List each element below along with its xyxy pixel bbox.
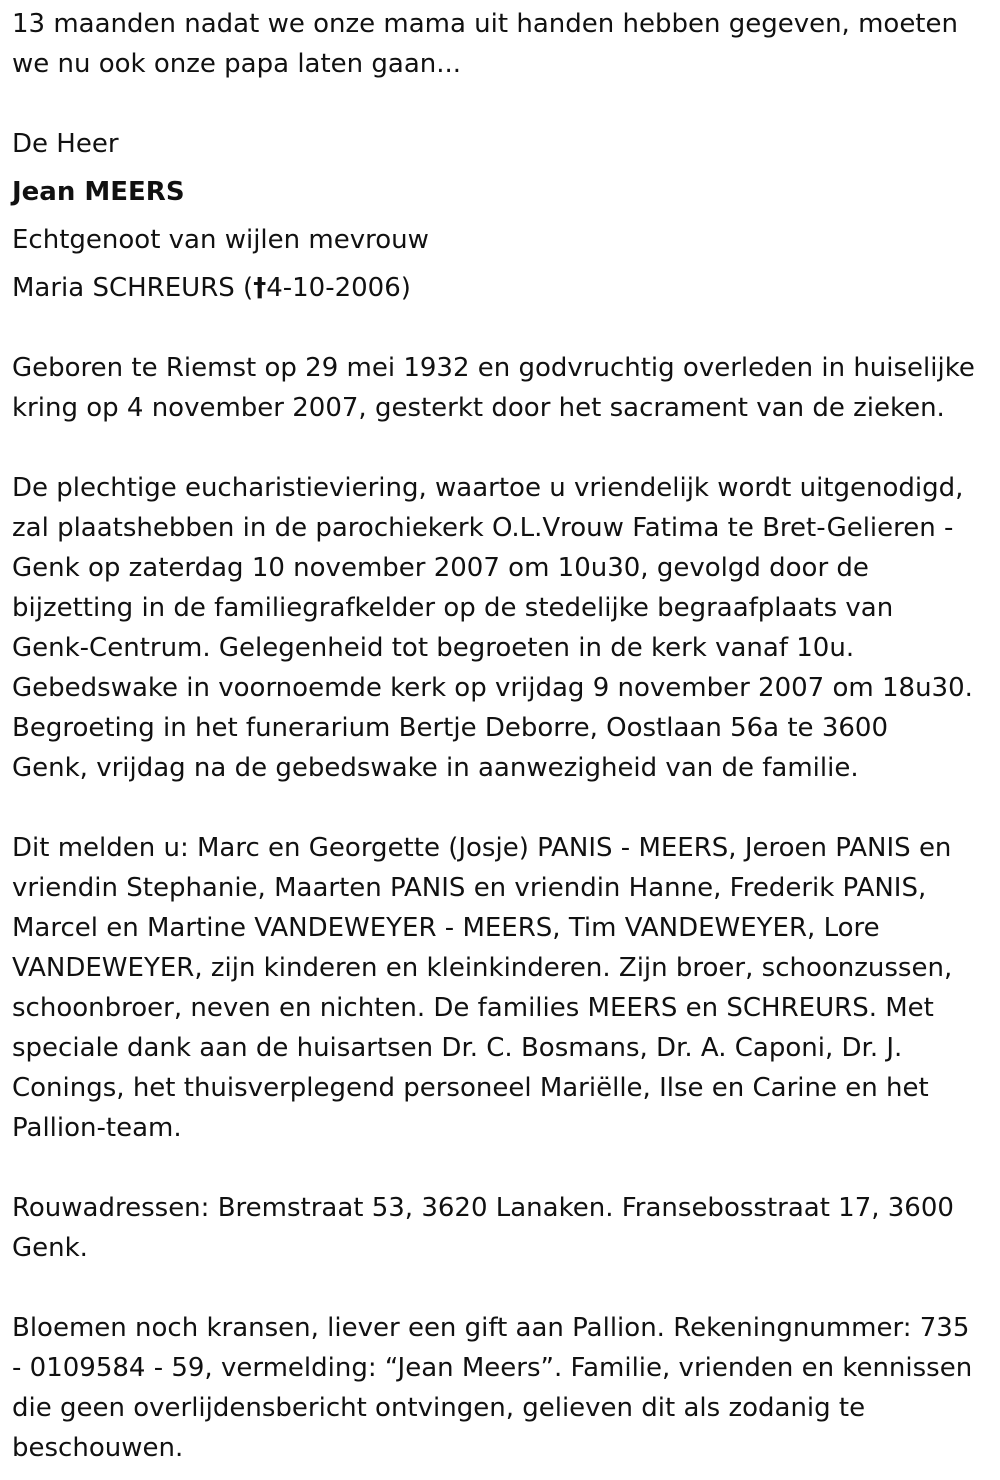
birth-paragraph: [12, 348, 988, 428]
text-line: die geen overlijdensbericht ontvingen, gelieven dit als zodanig te: [12, 1393, 866, 1423]
text-line: vriendin Stephanie, Maarten PANIS en vriendin Hanne, Frederik PANIS,: [12, 873, 927, 903]
obituary-document: [12, 4, 988, 1468]
paragraph-gap: [12, 788, 988, 828]
text-line: Dit melden u: Marc en Georgette (Josje) PANIS - MEERS, Jeroen PANIS en: [12, 833, 952, 863]
text-line: speciale dank aan de huisartsen Dr. C. Bosmans, Dr. A. Caponi, Dr. J.: [12, 1033, 903, 1063]
addresses-paragraph: [12, 1188, 988, 1268]
family-paragraph: [12, 828, 988, 1148]
paragraph-gap: [12, 84, 988, 124]
paragraph-gap: [12, 1268, 988, 1308]
paragraph-gap: [12, 308, 988, 348]
text-line: Rouwadressen: Bremstraat 53, 3620 Lanaken. Fransebosstraat 17, 3600: [12, 1193, 954, 1223]
text-line: Pallion-team.: [12, 1113, 182, 1143]
spouse-death-date: 4-10-2006): [266, 273, 411, 303]
text-line: Conings, het thuisverplegend personeel Mariëlle, Ilse en Carine en het: [12, 1073, 929, 1103]
spouse-line: [12, 268, 988, 308]
text-line: Genk op zaterdag 10 november 2007 om 10u30, gevolgd door de: [12, 553, 869, 583]
text-line: kring op 4 november 2007, gesterkt door het sacrament van de zieken.: [12, 393, 945, 423]
text-line: Geboren te Riemst op 29 mei 1932 en godvruchtig overleden in huiselijke: [12, 353, 975, 383]
text-line: Marcel en Martine VANDEWEYER - MEERS, Tim VANDEWEYER, Lore: [12, 913, 880, 943]
text-line: beschouwen.: [12, 1433, 184, 1463]
paragraph-gap: [12, 1148, 988, 1188]
text-line: Genk-Centrum. Gelegenheid tot begroeten in de kerk vanaf 10u.: [12, 633, 855, 663]
text-line: 13 maanden nadat we onze mama uit handen hebben gegeven, moeten: [12, 9, 958, 39]
spouse-name: Maria SCHREURS (: [12, 273, 254, 303]
text-line: Bloemen noch kransen, liever een gift aan Pallion. Rekeningnummer: 735: [12, 1313, 970, 1343]
text-line: zal plaatshebben in de parochiekerk O.L.Vrouw Fatima te Bret-Gelieren -: [12, 513, 954, 543]
flowers-paragraph: [12, 1308, 988, 1468]
intro-paragraph: [12, 4, 988, 84]
ceremony-paragraph: [12, 468, 988, 788]
text-line: Gebedswake in voornoemde kerk op vrijdag 9 november 2007 om 18u30.: [12, 673, 973, 703]
text-line: Genk, vrijdag na de gebedswake in aanwezigheid van de familie.: [12, 753, 859, 783]
paragraph-gap: [12, 428, 988, 468]
text-line: De plechtige eucharistieviering, waartoe u vriendelijk wordt uitgenodigd,: [12, 473, 964, 503]
cross-icon: †: [253, 273, 267, 303]
deceased-name: Jean MEERS: [12, 177, 185, 207]
deceased-block: [12, 124, 988, 308]
text-line: we nu ook onze papa laten gaan...: [12, 49, 462, 79]
text-line: bijzetting in de familiegrafkelder op de stedelijke begraafplaats van: [12, 593, 894, 623]
text-line: - 0109584 - 59, vermelding: “Jean Meers”. Familie, vrienden en kennissen: [12, 1353, 973, 1383]
text-line: schoonbroer, neven en nichten. De families MEERS en SCHREURS. Met: [12, 993, 934, 1023]
text-line: Begroeting in het funerarium Bertje Deborre, Oostlaan 56a te 3600: [12, 713, 888, 743]
text-line: VANDEWEYER, zijn kinderen en kleinkinderen. Zijn broer, schoonzussen,: [12, 953, 953, 983]
text-line: Genk.: [12, 1233, 88, 1263]
relation-line: Echtgenoot van wijlen mevrouw: [12, 225, 429, 255]
salutation: De Heer: [12, 129, 119, 159]
